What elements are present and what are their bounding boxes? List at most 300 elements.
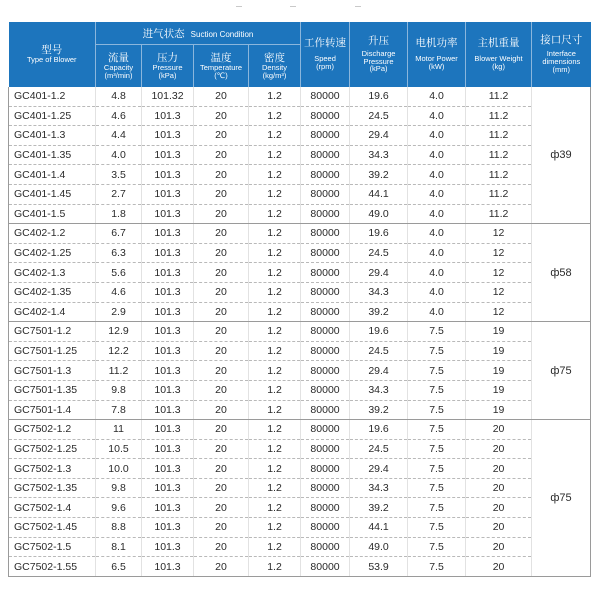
cell-blower-weight: 11.2 [466,204,532,224]
cell-temperature: 20 [194,341,249,361]
cell-density: 1.2 [249,87,301,106]
cell-density: 1.2 [249,459,301,479]
cell-flow: 11 [96,420,142,440]
cell-flow: 11.2 [96,361,142,381]
cell-motor-power: 4.0 [408,302,466,322]
cell-flow: 10.0 [96,459,142,479]
cell-motor-power: 7.5 [408,439,466,459]
table-row [9,126,591,146]
cell-speed: 80000 [301,439,350,459]
table-row [9,145,591,165]
cell-pressure: 101.3 [142,341,194,361]
cell-blower-weight: 20 [466,478,532,498]
cell-temperature: 20 [194,420,249,440]
cell-model: GC401-1.5 [9,204,96,224]
cell-motor-power: 7.5 [408,341,466,361]
cell-blower-weight: 19 [466,361,532,381]
cell-motor-power: 4.0 [408,145,466,165]
cell-temperature: 20 [194,439,249,459]
cell-model: GC7501-1.4 [9,400,96,420]
cell-pressure: 101.3 [142,400,194,420]
cell-motor-power: 4.0 [408,263,466,283]
top-crop-marks [0,6,600,14]
header-motor-en: Motor Power [415,54,458,64]
cell-temperature: 20 [194,165,249,185]
cell-blower-weight: 11.2 [466,145,532,165]
cell-flow: 6.7 [96,224,142,244]
cell-motor-power: 7.5 [408,361,466,381]
cell-flow: 9.8 [96,478,142,498]
cell-speed: 80000 [301,243,350,263]
cell-temperature: 20 [194,498,249,518]
cell-discharge-pressure: 39.2 [350,498,408,518]
cell-speed: 80000 [301,263,350,283]
cell-speed: 80000 [301,165,350,185]
cell-flow: 2.7 [96,184,142,204]
header-iface-cn: 接口尺寸 [540,34,583,47]
cell-flow: 10.5 [96,439,142,459]
header-model-cn: 型号 [41,44,63,57]
cell-interface: ф58 [532,224,591,322]
cell-interface: ф39 [532,87,591,224]
cell-speed: 80000 [301,145,350,165]
table-row [9,341,591,361]
header-temp-en: Temperature [199,62,243,72]
cell-model: GC401-1.3 [9,126,96,146]
cell-speed: 80000 [301,302,350,322]
cell-discharge-pressure: 39.2 [350,302,408,322]
table-row [9,380,591,400]
cell-temperature: 20 [194,322,249,342]
table-row [9,302,591,322]
header-density-en: Density [262,62,288,72]
header-weight-unit: (kg) [492,62,505,71]
cell-density: 1.2 [249,478,301,498]
cell-pressure: 101.3 [142,302,194,322]
cell-pressure: 101.3 [142,184,194,204]
cell-speed: 80000 [301,322,350,342]
table-row [9,518,591,538]
cell-model: GC402-1.2 [9,224,96,244]
cell-flow: 9.6 [96,498,142,518]
cell-discharge-pressure: 34.3 [350,478,408,498]
header-flow-unit: (m³/min) [104,70,133,80]
cell-discharge-pressure: 49.0 [350,204,408,224]
cell-model: GC7502-1.25 [9,439,96,459]
cell-speed: 80000 [301,106,350,126]
cell-flow: 6.5 [96,557,142,577]
cell-temperature: 20 [194,145,249,165]
header-pressure-en: Pressure [152,62,183,72]
cell-pressure: 101.3 [142,459,194,479]
cell-model: GC402-1.35 [9,282,96,302]
cell-speed: 80000 [301,400,350,420]
cell-discharge-pressure: 19.6 [350,224,408,244]
cell-interface: ф75 [532,420,591,577]
cell-model: GC401-1.2 [9,87,96,106]
cell-discharge-pressure: 19.6 [350,87,408,106]
cell-pressure: 101.3 [142,498,194,518]
blower-spec-table [8,22,591,577]
cell-discharge-pressure: 24.5 [350,439,408,459]
cell-density: 1.2 [249,224,301,244]
table-row [9,322,591,342]
cell-model: GC402-1.3 [9,263,96,283]
cell-density: 1.2 [249,420,301,440]
header-dp-en-2: Pressure [363,56,394,66]
cell-motor-power: 4.0 [408,224,466,244]
cell-speed: 80000 [301,380,350,400]
header-discharge-pressure [350,22,408,87]
cell-density: 1.2 [249,361,301,381]
cell-pressure: 101.3 [142,204,194,224]
cell-model: GC7501-1.35 [9,380,96,400]
cell-discharge-pressure: 24.5 [350,243,408,263]
header-temp-unit: (℃) [214,70,228,80]
header-suction-condition [96,22,301,45]
cell-discharge-pressure: 19.6 [350,420,408,440]
header-speed-cn: 工作转速 [304,37,347,50]
header-suction-en: Suction Condition [190,29,254,39]
table-row [9,459,591,479]
cell-speed: 80000 [301,87,350,106]
cell-model: GC402-1.4 [9,302,96,322]
cell-discharge-pressure: 44.1 [350,518,408,538]
cell-speed: 80000 [301,557,350,577]
cell-pressure: 101.3 [142,380,194,400]
table-row [9,87,591,106]
cell-blower-weight: 12 [466,302,532,322]
cell-density: 1.2 [249,322,301,342]
cell-flow: 5.6 [96,263,142,283]
cell-flow: 9.8 [96,380,142,400]
cell-pressure: 101.3 [142,165,194,185]
header-pressure-unit: (kPa) [158,70,177,80]
cell-pressure: 101.3 [142,145,194,165]
header-density [249,45,301,88]
cell-blower-weight: 12 [466,282,532,302]
cell-flow: 3.5 [96,165,142,185]
cell-temperature: 20 [194,204,249,224]
header-density-cn: 密度 [264,51,286,64]
cell-motor-power: 7.5 [408,537,466,557]
cell-flow: 12.2 [96,341,142,361]
cell-blower-weight: 19 [466,322,532,342]
cell-motor-power: 4.0 [408,87,466,106]
cell-pressure: 101.3 [142,126,194,146]
header-iface-en-1: Interface [546,49,576,59]
cell-flow: 4.6 [96,106,142,126]
cell-model: GC7502-1.2 [9,420,96,440]
table-row [9,165,591,185]
header-temp-cn: 温度 [210,51,232,64]
cell-temperature: 20 [194,459,249,479]
table-body [9,87,591,576]
cell-speed: 80000 [301,224,350,244]
cell-pressure: 101.3 [142,282,194,302]
cell-discharge-pressure: 24.5 [350,106,408,126]
cell-interface: ф75 [532,322,591,420]
cell-motor-power: 4.0 [408,165,466,185]
cell-temperature: 20 [194,87,249,106]
cell-model: GC7502-1.4 [9,498,96,518]
header-speed-unit: (rpm) [316,62,334,71]
cell-discharge-pressure: 39.2 [350,400,408,420]
header-iface-unit: (mm) [552,64,571,74]
cell-density: 1.2 [249,302,301,322]
cell-blower-weight: 12 [466,243,532,263]
header-speed-en: Speed [314,54,336,64]
cell-discharge-pressure: 29.4 [350,361,408,381]
cell-temperature: 20 [194,400,249,420]
cell-motor-power: 4.0 [408,184,466,204]
cell-speed: 80000 [301,537,350,557]
cell-flow: 6.3 [96,243,142,263]
cell-pressure: 101.3 [142,224,194,244]
header-dp-cn: 升压 [368,34,390,47]
cell-discharge-pressure: 29.4 [350,126,408,146]
cell-discharge-pressure: 29.4 [350,263,408,283]
cell-temperature: 20 [194,224,249,244]
cell-blower-weight: 11.2 [466,126,532,146]
cell-blower-weight: 11.2 [466,106,532,126]
cell-motor-power: 7.5 [408,478,466,498]
crop-mark [290,6,296,7]
cell-model: GC401-1.35 [9,145,96,165]
crop-mark [236,6,242,7]
header-speed [301,22,350,87]
cell-speed: 80000 [301,126,350,146]
cell-pressure: 101.3 [142,478,194,498]
cell-discharge-pressure: 34.3 [350,380,408,400]
cell-density: 1.2 [249,282,301,302]
table-row [9,282,591,302]
cell-temperature: 20 [194,126,249,146]
cell-temperature: 20 [194,302,249,322]
cell-blower-weight: 20 [466,557,532,577]
cell-motor-power: 4.0 [408,126,466,146]
cell-temperature: 20 [194,263,249,283]
header-weight-cn: 主机重量 [477,37,520,50]
table-row [9,420,591,440]
cell-blower-weight: 20 [466,537,532,557]
cell-model: GC401-1.25 [9,106,96,126]
cell-pressure: 101.3 [142,557,194,577]
cell-density: 1.2 [249,537,301,557]
cell-pressure: 101.3 [142,243,194,263]
cell-blower-weight: 20 [466,420,532,440]
cell-model: GC7502-1.3 [9,459,96,479]
cell-density: 1.2 [249,145,301,165]
cell-pressure: 101.32 [142,87,194,106]
cell-blower-weight: 11.2 [466,87,532,106]
cell-speed: 80000 [301,282,350,302]
header-dp-unit: (kPa) [369,64,388,74]
header-flow-cn: 流量 [108,51,129,64]
cell-speed: 80000 [301,361,350,381]
cell-density: 1.2 [249,439,301,459]
cell-discharge-pressure: 53.9 [350,557,408,577]
cell-flow: 8.1 [96,537,142,557]
cell-temperature: 20 [194,478,249,498]
cell-blower-weight: 19 [466,341,532,361]
cell-flow: 4.8 [96,87,142,106]
cell-density: 1.2 [249,184,301,204]
cell-motor-power: 7.5 [408,322,466,342]
header-motor-unit: (kW) [428,62,445,71]
cell-flow: 4.6 [96,282,142,302]
cell-temperature: 20 [194,557,249,577]
cell-model: GC7501-1.2 [9,322,96,342]
table-row [9,263,591,283]
cell-model: GC7501-1.3 [9,361,96,381]
cell-flow: 1.8 [96,204,142,224]
spec-sheet [8,22,590,577]
cell-blower-weight: 11.2 [466,184,532,204]
cell-motor-power: 4.0 [408,106,466,126]
cell-model: GC7502-1.55 [9,557,96,577]
cell-blower-weight: 19 [466,400,532,420]
cell-discharge-pressure: 49.0 [350,537,408,557]
cell-motor-power: 7.5 [408,498,466,518]
cell-density: 1.2 [249,106,301,126]
table-row [9,106,591,126]
cell-discharge-pressure: 19.6 [350,322,408,342]
cell-density: 1.2 [249,380,301,400]
cell-motor-power: 7.5 [408,459,466,479]
header-iface-en-2: dimensions [542,57,581,67]
cell-discharge-pressure: 44.1 [350,184,408,204]
cell-pressure: 101.3 [142,439,194,459]
cell-discharge-pressure: 39.2 [350,165,408,185]
cell-pressure: 101.3 [142,106,194,126]
cell-speed: 80000 [301,459,350,479]
table-row [9,537,591,557]
cell-density: 1.2 [249,126,301,146]
cell-temperature: 20 [194,282,249,302]
cell-density: 1.2 [249,341,301,361]
header-model [9,22,96,87]
header-flow-en: Capacity [103,62,134,72]
cell-temperature: 20 [194,361,249,381]
cell-flow: 4.4 [96,126,142,146]
cell-blower-weight: 19 [466,380,532,400]
cell-temperature: 20 [194,380,249,400]
table-row [9,204,591,224]
table-row [9,224,591,244]
header-density-unit: (kg/m³) [262,70,287,80]
cell-blower-weight: 20 [466,439,532,459]
cell-blower-weight: 11.2 [466,165,532,185]
cell-model: GC7502-1.35 [9,478,96,498]
cell-model: GC7501-1.25 [9,341,96,361]
cell-pressure: 101.3 [142,537,194,557]
table-row [9,243,591,263]
table-row [9,478,591,498]
header-flow [96,45,142,88]
table-row [9,184,591,204]
header-model-en: Type of Blower [26,55,77,65]
table-row [9,557,591,577]
cell-flow: 12.9 [96,322,142,342]
cell-blower-weight: 20 [466,498,532,518]
cell-pressure: 101.3 [142,518,194,538]
cell-density: 1.2 [249,400,301,420]
cell-motor-power: 4.0 [408,204,466,224]
cell-blower-weight: 12 [466,263,532,283]
cell-discharge-pressure: 34.3 [350,145,408,165]
cell-temperature: 20 [194,518,249,538]
cell-blower-weight: 12 [466,224,532,244]
cell-motor-power: 7.5 [408,400,466,420]
cell-speed: 80000 [301,184,350,204]
cell-temperature: 20 [194,106,249,126]
cell-discharge-pressure: 24.5 [350,341,408,361]
cell-model: GC401-1.45 [9,184,96,204]
cell-pressure: 101.3 [142,361,194,381]
header-weight-en: Blower Weight [474,54,523,64]
cell-density: 1.2 [249,243,301,263]
cell-blower-weight: 20 [466,459,532,479]
header-motor-cn: 电机功率 [415,37,458,50]
crop-mark [355,6,361,7]
cell-flow: 2.9 [96,302,142,322]
cell-motor-power: 7.5 [408,420,466,440]
cell-density: 1.2 [249,557,301,577]
header-temperature [194,45,249,88]
header-motor-power [408,22,466,87]
cell-temperature: 20 [194,184,249,204]
header-interface [532,22,591,87]
header-pressure-cn: 压力 [157,51,178,64]
table-row [9,400,591,420]
cell-speed: 80000 [301,204,350,224]
cell-motor-power: 4.0 [408,243,466,263]
table-row [9,439,591,459]
cell-motor-power: 7.5 [408,518,466,538]
cell-model: GC402-1.25 [9,243,96,263]
header-suction-cn: 进气状态 [142,27,185,40]
cell-pressure: 101.3 [142,263,194,283]
cell-density: 1.2 [249,165,301,185]
cell-model: GC7502-1.5 [9,537,96,557]
cell-motor-power: 7.5 [408,557,466,577]
cell-pressure: 101.3 [142,322,194,342]
cell-speed: 80000 [301,518,350,538]
cell-temperature: 20 [194,243,249,263]
cell-flow: 8.8 [96,518,142,538]
cell-discharge-pressure: 29.4 [350,459,408,479]
cell-blower-weight: 20 [466,518,532,538]
header-pressure [142,45,194,88]
cell-speed: 80000 [301,478,350,498]
cell-flow: 7.8 [96,400,142,420]
cell-pressure: 101.3 [142,420,194,440]
table-row [9,498,591,518]
cell-motor-power: 7.5 [408,380,466,400]
cell-speed: 80000 [301,341,350,361]
header-dp-en-1: Discharge [361,48,396,58]
cell-speed: 80000 [301,498,350,518]
cell-density: 1.2 [249,518,301,538]
cell-model: GC7502-1.45 [9,518,96,538]
cell-density: 1.2 [249,204,301,224]
cell-discharge-pressure: 34.3 [350,282,408,302]
table-row [9,361,591,381]
cell-temperature: 20 [194,537,249,557]
table-header [9,22,591,87]
cell-model: GC401-1.4 [9,165,96,185]
